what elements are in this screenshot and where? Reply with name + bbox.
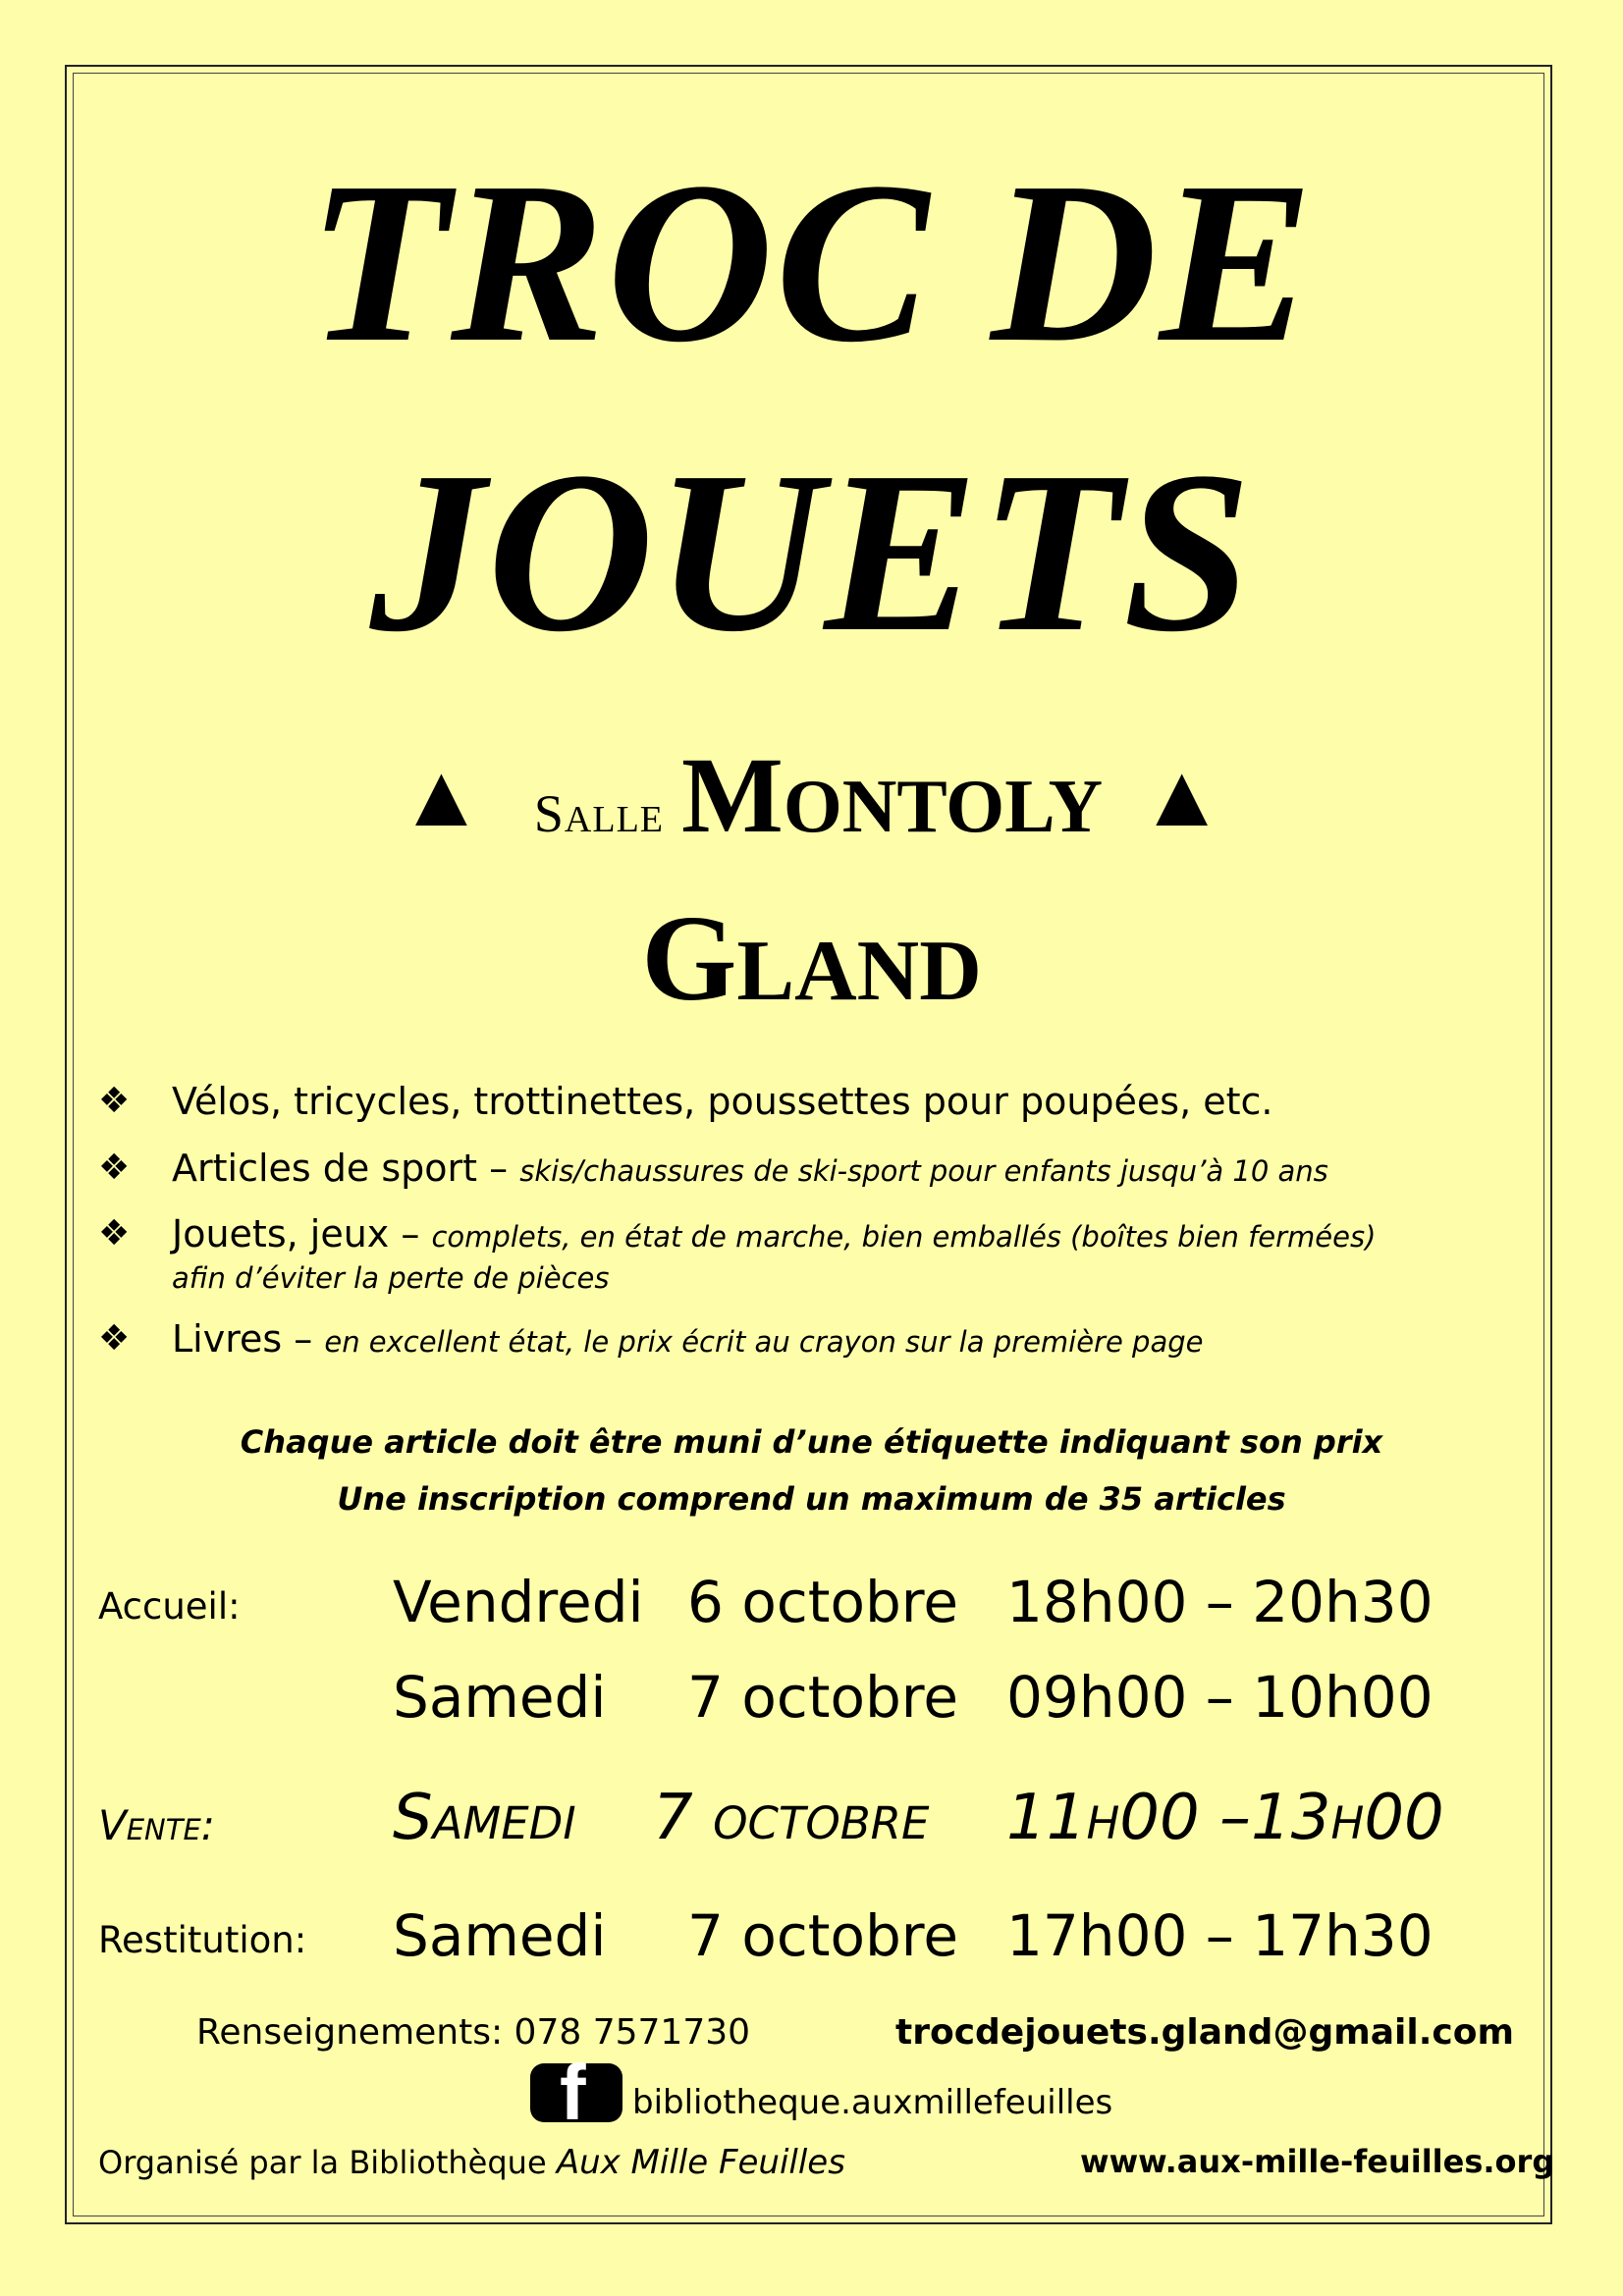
venue-salle: Salle — [533, 784, 665, 843]
diamond-bullet-icon: ❖ — [98, 1081, 131, 1121]
schedule-day: Samedi — [393, 1664, 607, 1731]
venue-name: Montoly — [681, 735, 1104, 855]
schedule-day: Samedi — [393, 1902, 607, 1969]
facebook-page[interactable]: bibliotheque.auxmillefeuilles — [632, 2083, 1113, 2122]
item-label: Jouets, jeux – — [172, 1212, 420, 1256]
library-name: Aux Mille Feuilles — [556, 2143, 845, 2182]
schedule-time: 11h00 –13h00 — [1006, 1782, 1444, 1854]
item-description: en excellent état, le prix écrit au crayon sur la première page — [324, 1324, 1204, 1359]
item-label: Articles de sport – — [172, 1146, 509, 1190]
vente-row — [393, 1782, 1444, 1854]
poster-title-line2: JOUETS — [369, 424, 1254, 679]
info-phone: Renseignements: 078 7571730 — [196, 2012, 751, 2053]
schedule-time: 17h00 – 17h30 — [1006, 1902, 1434, 1969]
facebook-letter: f — [560, 2049, 586, 2136]
schedule-time: 09h00 – 10h00 — [1006, 1664, 1434, 1731]
item-description-continued: afin d’éviter la perte de pièces — [172, 1260, 610, 1295]
restitution-label: Restitution: — [98, 1919, 307, 1961]
restitution-row — [393, 1902, 1434, 1969]
contact-email[interactable]: trocdejouets.gland@gmail.com — [895, 2012, 1514, 2053]
schedule-date: 7 octobre — [687, 1902, 959, 1969]
accueil-row-2 — [393, 1664, 1434, 1731]
diamond-bullet-icon: ❖ — [98, 1147, 131, 1188]
item-label: Vélos, tricycles, trottinettes, poussettes pour poupées, etc. — [172, 1080, 1273, 1123]
triangle-right-icon: ▲ — [1138, 748, 1226, 845]
diamond-bullet-icon: ❖ — [98, 1213, 131, 1255]
schedule-time: 18h00 – 20h30 — [1006, 1569, 1434, 1635]
notice-max-articles: Une inscription comprend un maximum de 35 articles — [337, 1480, 1286, 1518]
notice-price-label: Chaque article doit être muni d’une étiquette indiquant son prix — [240, 1423, 1383, 1461]
organiser-line — [98, 2143, 845, 2182]
vente-label: Vente: — [98, 1801, 215, 1849]
schedule-date: 6 octobre — [687, 1569, 959, 1635]
item-list — [98, 1080, 1551, 1383]
schedule-day: Samedi — [393, 1782, 576, 1854]
item-description: complets, en état de marche, bien emballés (boîtes bien fermées) — [431, 1220, 1377, 1255]
schedule-date: 7 octobre — [653, 1782, 930, 1854]
organiser-text: Organisé par la Bibliothèque — [98, 2144, 547, 2181]
venue-line — [0, 735, 1623, 855]
website-link[interactable]: www.aux-mille-feuilles.org — [1080, 2143, 1555, 2180]
accueil-label: Accueil: — [98, 1585, 241, 1628]
list-item — [98, 1317, 1551, 1362]
item-label: Livres – — [172, 1316, 313, 1361]
poster-title-line1: TROC DE — [307, 134, 1316, 390]
diamond-bullet-icon: ❖ — [98, 1317, 131, 1359]
item-description: skis/chaussures de ski-sport pour enfants jusqu’à 10 ans — [519, 1153, 1328, 1188]
facebook-icon[interactable] — [530, 2049, 622, 2136]
accueil-row-1 — [393, 1569, 1434, 1635]
schedule-date: 7 octobre — [687, 1664, 959, 1731]
list-item — [98, 1080, 1551, 1125]
list-item — [98, 1212, 1551, 1295]
list-item — [98, 1147, 1551, 1192]
schedule-day: Vendredi — [393, 1569, 644, 1635]
triangle-left-icon: ▲ — [397, 748, 485, 845]
venue-city: Gland — [641, 891, 982, 1027]
